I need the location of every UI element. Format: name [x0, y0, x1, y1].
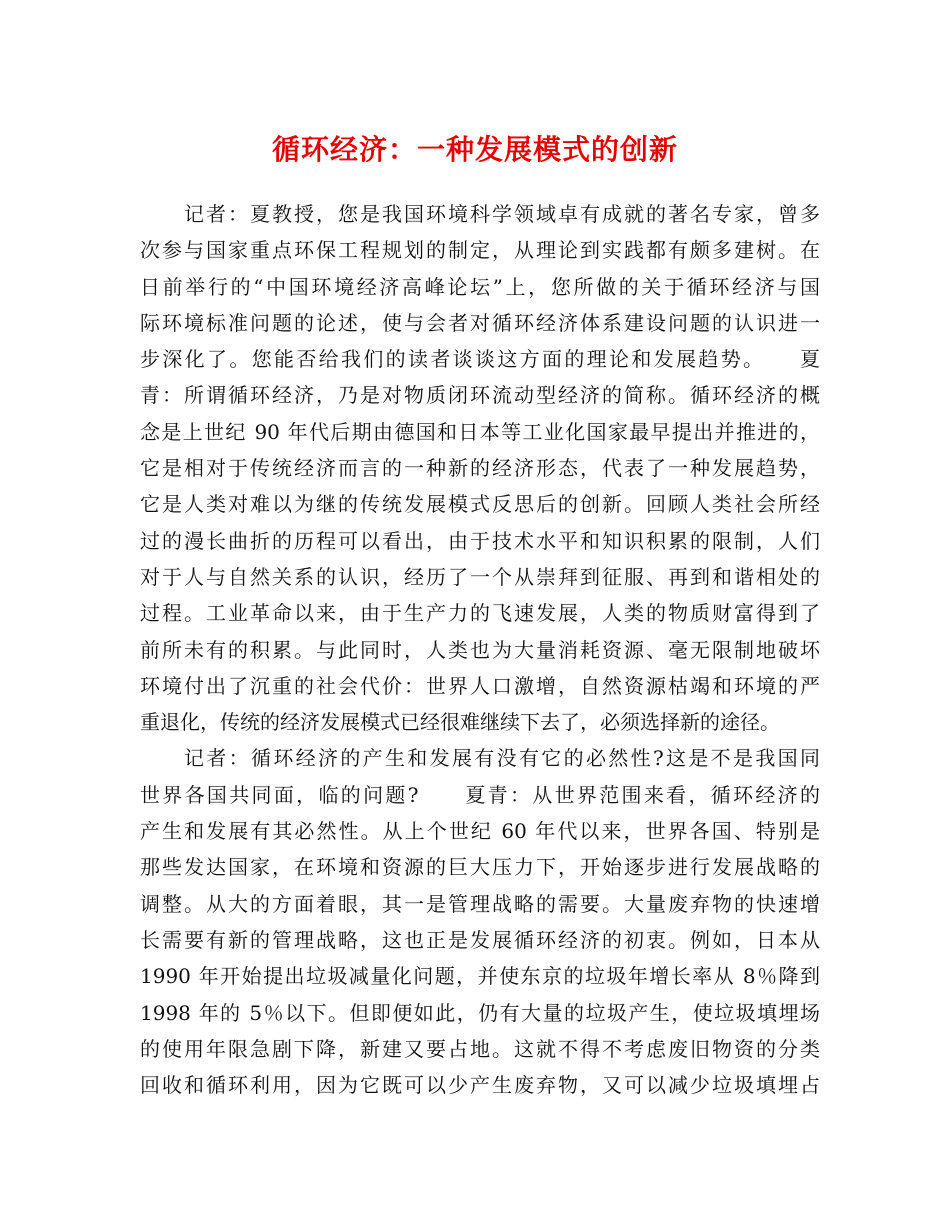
text-line: 日前举行的“中国环境经济高峰论坛”上，您所做的关于循环经济与国 [140, 274, 820, 299]
text-line: 它是相对于传统经济而言的一种新的经济形态，代表了一种发展趋势， [140, 456, 820, 481]
text-line: 步深化了。您能否给我们的读者谈谈这方面的理论和发展趋势。 夏 [140, 347, 820, 372]
text-line: 它是人类对难以为继的传统发展模式反思后的创新。回顾人类社会所经 [140, 492, 820, 517]
text-line: 过程。工业革命以来，由于生产力的飞速发展，人类的物质财富得到了 [140, 601, 820, 626]
text-line: 际环境标准问题的论述，使与会者对循环经济体系建设问题的认识进一 [140, 310, 820, 335]
text-line: 的使用年限急剧下降，新建又要占地。这就不得不考虑废旧物资的分类 [140, 1036, 820, 1061]
text-line: 念是上世纪 90 年代后期由德国和日本等工业化国家最早提出并推进的， [140, 419, 820, 444]
article-body [140, 196, 820, 1103]
text-line: 过的漫长曲折的历程可以看出，由于技术水平和知识积累的限制，人们 [140, 528, 820, 553]
text-line: 调整。从大的方面着眼，其一是管理战略的需要。大量废弃物的快速增 [140, 891, 820, 916]
text-line: 对于人与自然关系的认识，经历了一个从崇拜到征服、再到和谐相处的 [140, 564, 820, 589]
text-line: 1990 年开始提出垃圾减量化问题，并使东京的垃圾年增长率从 8％降到 [140, 964, 820, 989]
text-line: 记者：循环经济的产生和发展有没有它的必然性?这是不是我国同 [184, 746, 820, 771]
text-line: 记者：夏教授，您是我国环境科学领域卓有成就的著名专家，曾多 [184, 202, 820, 226]
text-line: 产生和发展有其必然性。从上个世纪 60 年代以来，世界各国、特别是 [140, 819, 820, 844]
text-line: 回收和循环利用，因为它既可以少产生废弃物，又可以减少垃圾填埋占 [140, 1073, 820, 1098]
text-line: 重退化，传统的经济发展模式已经很难继续下去了，必须选择新的途径。 [140, 710, 780, 735]
text-line: 青：所谓循环经济，乃是对物质闭环流动型经济的简称。循环经济的概 [140, 383, 820, 408]
text-line: 前所未有的积累。与此同时，人类也为大量消耗资源、毫无限制地破坏 [140, 637, 820, 662]
text-line: 那些发达国家，在环境和资源的巨大压力下，开始逐步进行发展战略的 [140, 855, 820, 880]
text-line: 环境付出了沉重的社会代价：世界人口激增，自然资源枯竭和环境的严 [140, 673, 820, 698]
text-line: 次参与国家重点环保工程规划的制定，从理论到实践都有颇多建树。在 [140, 238, 820, 263]
text-line: 长需要有新的管理战略，这也正是发展循环经济的初衷。例如，日本从 [140, 927, 820, 952]
text-line: 1998 年的 5％以下。但即便如此，仍有大量的垃圾产生，使垃圾填埋场 [140, 1000, 820, 1025]
article-title: 循环经济：一种发展模式的创新 [271, 133, 678, 166]
text-line: 世界各国共同面，临的问题? 夏青：从世界范围来看，循环经济的 [140, 782, 820, 807]
